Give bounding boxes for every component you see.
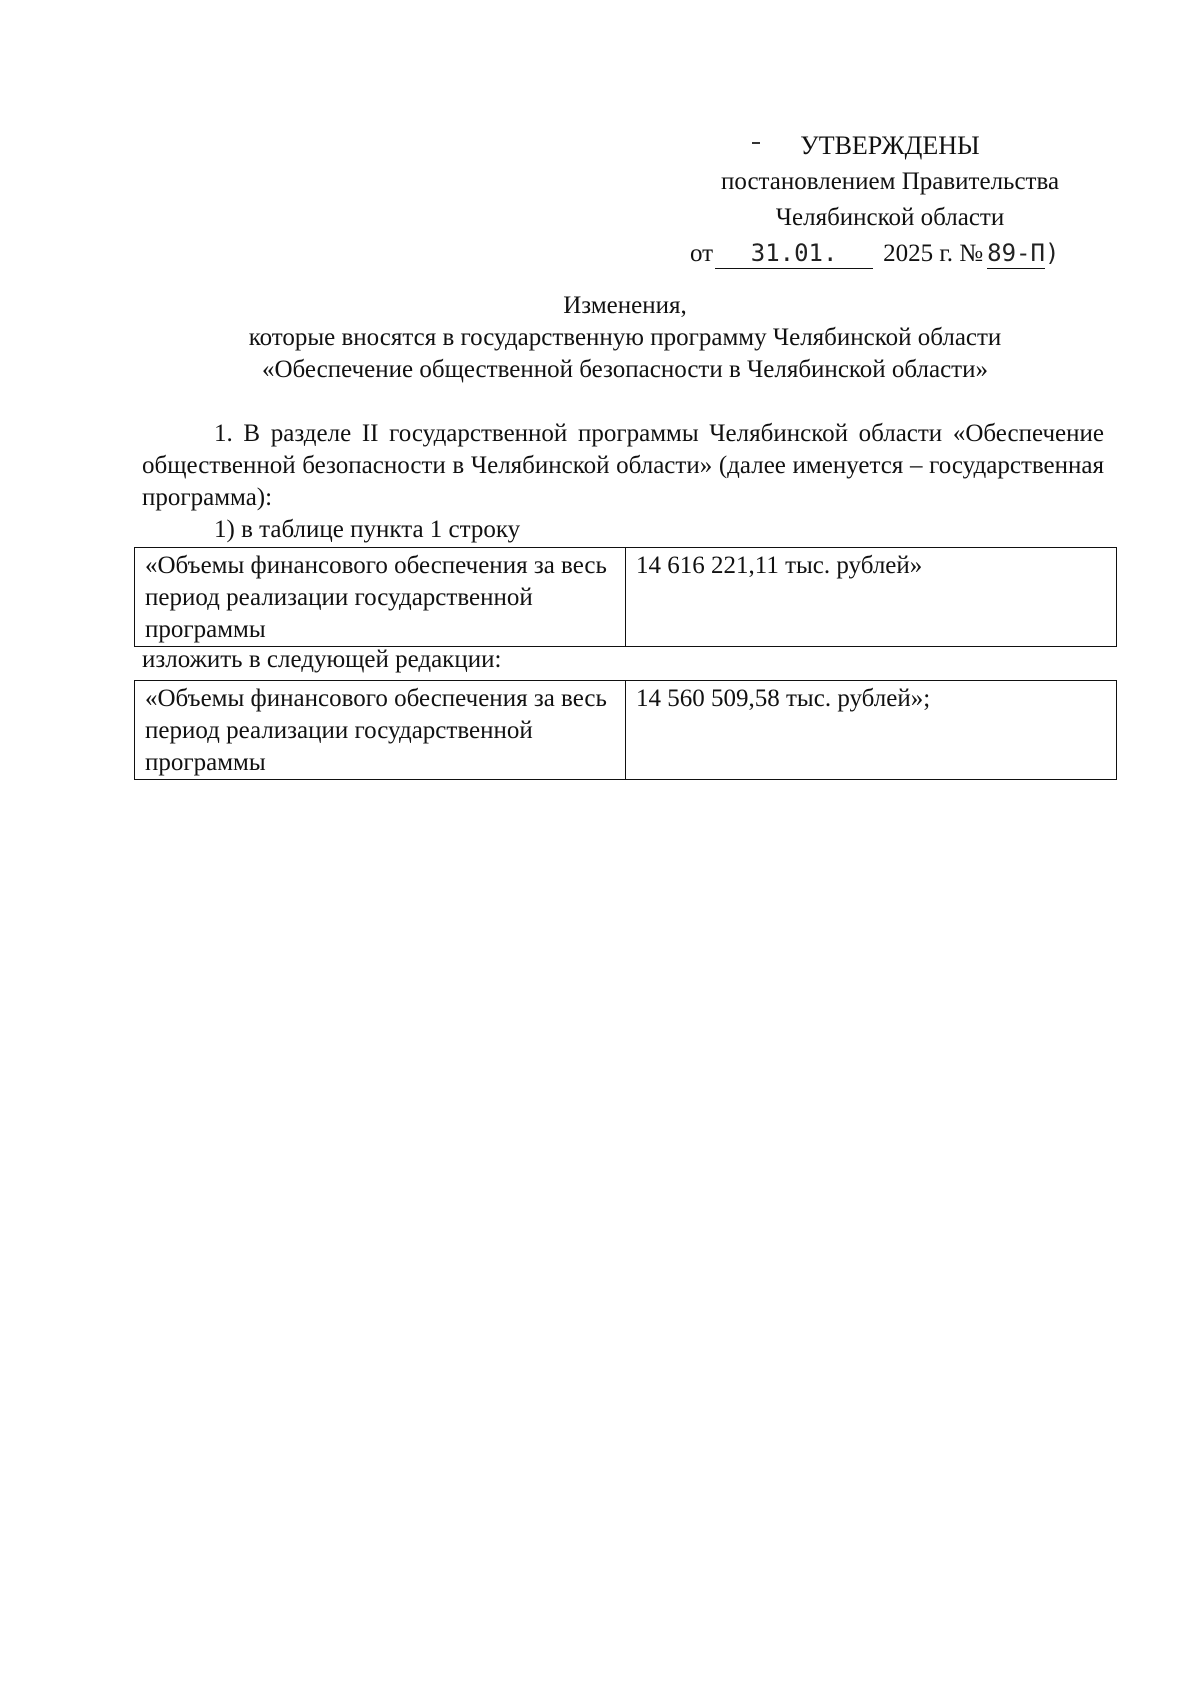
table-row xyxy=(135,548,1117,647)
handwritten-number: 89-П) xyxy=(987,239,1060,267)
approval-line-2: Челябинской области xyxy=(775,204,1005,231)
ink-mark xyxy=(752,142,760,144)
table-old-row xyxy=(134,547,1117,647)
replace-instruction: изложить в следующей редакции: xyxy=(142,646,502,673)
approval-stamp xyxy=(690,128,1090,272)
year-number-text: 2025 г. № xyxy=(883,240,984,267)
item-1: 1) в таблице пункта 1 строку xyxy=(214,516,521,543)
table-new-row xyxy=(134,680,1117,780)
document-heading xyxy=(130,290,1120,386)
table-new-label: «Объемы финансового обеспечения за весь период реализации государственной программы xyxy=(135,681,626,780)
table-old-label: «Объемы финансового обеспечения за весь период реализации государственной программы xyxy=(135,548,626,647)
handwritten-date: 31.01. xyxy=(750,239,838,267)
table-old-value: 14 616 221,11 тыс. рублей» xyxy=(626,548,1117,647)
table-new-value: 14 560 509,58 тыс. рублей»; xyxy=(626,681,1117,780)
approval-date-line xyxy=(690,236,1090,272)
date-blank xyxy=(715,238,873,269)
heading-title: Изменения, xyxy=(563,292,687,319)
approval-title: УТВЕРЖДЕНЫ xyxy=(800,131,980,160)
body-text xyxy=(142,418,1104,546)
approval-line-1: постановлением Правительства xyxy=(720,168,1060,195)
heading-line-3: «Обеспечение общественной безопасности в Челябинской области» xyxy=(261,356,988,383)
paragraph-1: 1. В разделе II государственной программы Челябинской области «Обеспечение общественной безопасности в Челябинской области» (далее именуется – государственная программа): xyxy=(142,420,1104,511)
table-row xyxy=(135,681,1117,780)
heading-line-2: которые вносятся в государственную программу Челябинской области xyxy=(248,324,1002,351)
number-blank xyxy=(987,238,1060,269)
date-prefix: от xyxy=(690,240,714,267)
